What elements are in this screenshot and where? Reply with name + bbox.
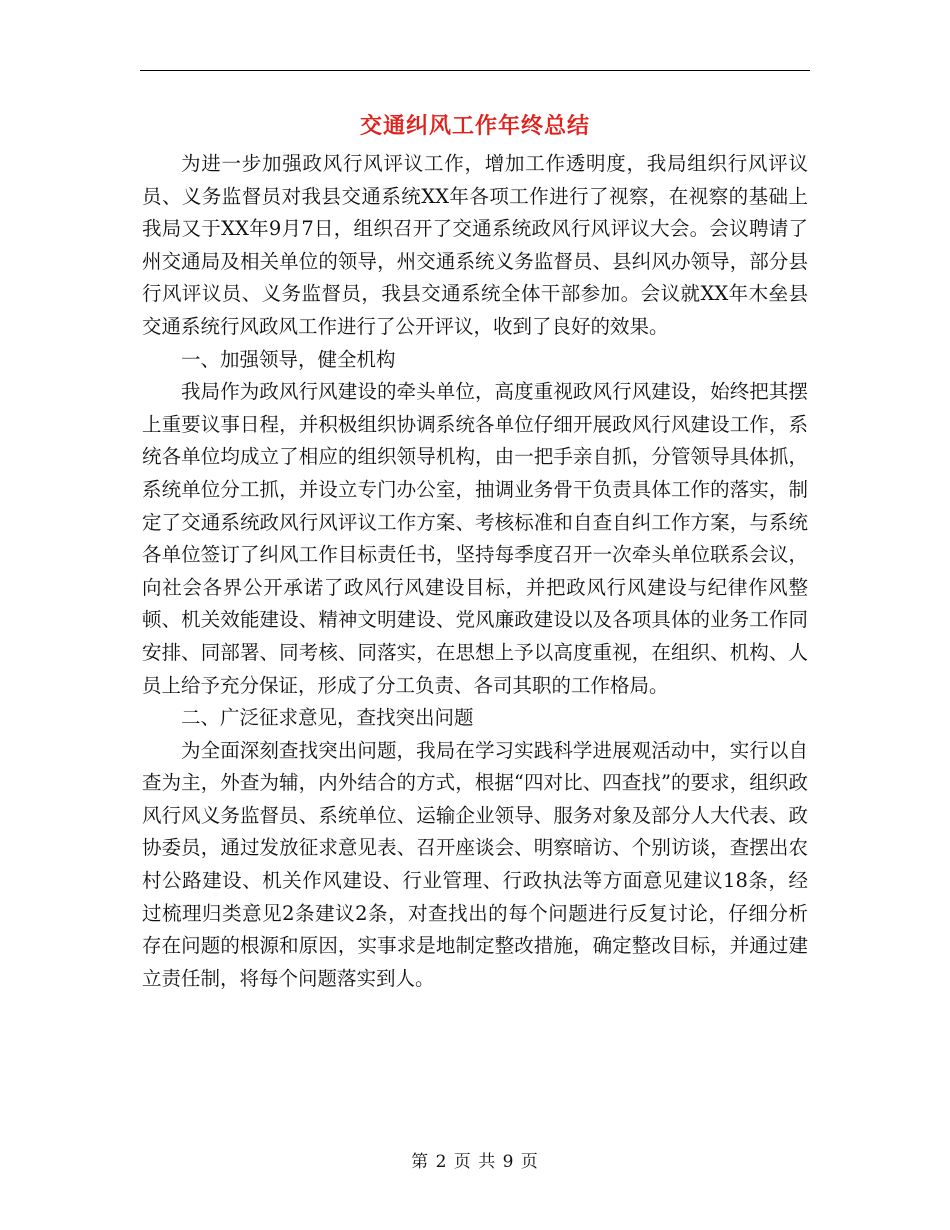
section-heading-1: 一、加强领导，健全机构 xyxy=(181,347,396,371)
document-title: 交通纠风工作年终总结 xyxy=(359,113,590,139)
intro-paragraph: 为进一步加强政风行风评议工作，增加工作透明度，我局组织行风评议员、义务监督员对我县交通系统XX年各项工作进行了视察，在视察的基础上我局又于XX年9月7日，组织召开了交通系统政风行风评议大会。会议聘请了州交通局及相关单位的领导，州交通系统义务监督员、县纠风办领导，部分县行风评议员、义务监督员，我县交通系统全体干部参加。会议就XX年木垒县交通系统行风政风工作进行了公开评议，收到了良好的效果。 xyxy=(142,152,808,338)
section-2-paragraph: 为全面深刻查找突出问题，我局在学习实践科学进展观活动中，实行以自查为主，外查为辅，内外结合的方式，根据“四对比、四查找”的要求，组织政风行风义务监督员、系统单位、运输企业领导、服务对象及部分人大代表、政协委员，通过发放征求意见表、召开座谈会、明察暗访、个别访谈，查摆出农村公路建设、机关作风建设、行业管理、行政执法等方面意见建议18条，经过梳理归类意见2条建议2条，对查找出的每个问题进行反复讨论，仔细分析存在问题的根源和原因，实事求是地制定整改措施，确定整改目标，并通过建立责任制，将每个问题落实到人。 xyxy=(142,738,808,990)
section-1-paragraph: 我局作为政风行风建设的牵头单位，高度重视政风行风建设，始终把其摆上重要议事日程，并积极组织协调系统各单位仔细开展政风行风建设工作，系统各单位均成立了相应的组织领导机构，由一把手亲自抓，分管领导具体抓，系统单位分工抓，并设立专门办公室，抽调业务骨干负责具体工作的落实，制定了交通系统政风行风评议工作方案、考核标准和自查自纠工作方案，与系统各单位签订了纠风工作目标责任书，坚持每季度召开一次牵头单位联系会议，向社会各界公开承诺了政风行风建设目标，并把政风行风建设与纪律作风整顿、机关效能建设、精神文明建设、党风廉政建设以及各项具体的业务工作同安排、同部署、同考核、同落实，在思想上予以高度重视，在组织、机构、人员上给予充分保证，形成了分工负责、各司其职的工作格局。 xyxy=(142,380,808,697)
header-rule xyxy=(140,70,810,71)
document-body xyxy=(142,148,808,995)
section-heading-2: 二、广泛征求意见，查找突出问题 xyxy=(181,706,474,730)
page-number: 第 2 页 共 9 页 xyxy=(411,1152,539,1172)
